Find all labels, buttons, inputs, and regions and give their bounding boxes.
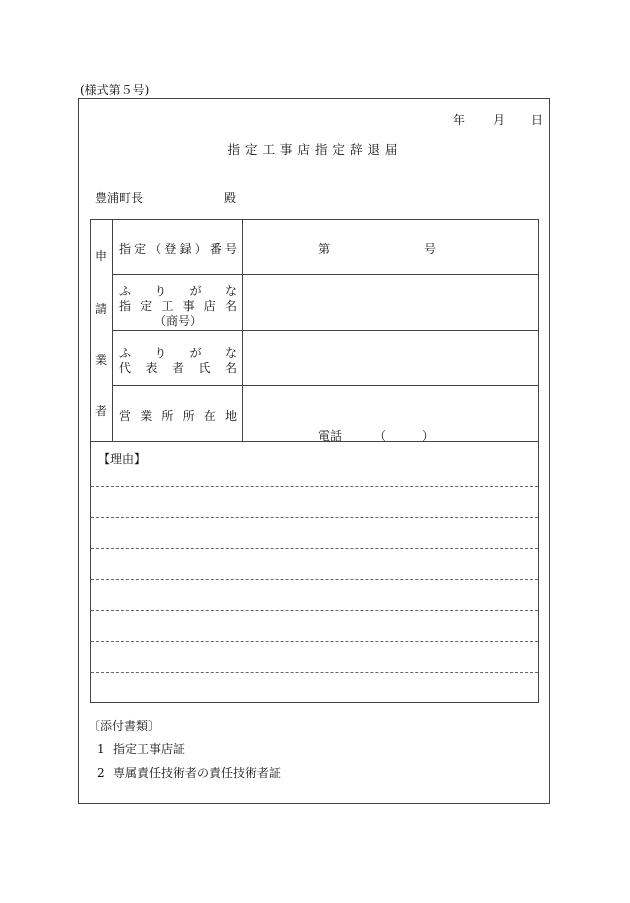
applicant-char-1: 申 [94,249,107,263]
reason-label: 【理由】 [98,452,147,466]
registration-prefix: 第 [318,242,331,256]
phone-area-paren: （ ） [374,429,439,443]
representative-furigana: ふ り が な [119,346,237,360]
date-year: 年 [453,113,466,127]
reason-line-6 [91,641,538,642]
store-name-label: 指 定 工 事 店 名 [119,299,237,313]
honorific: 殿 [224,191,237,205]
date-line [453,111,543,128]
row-line-4 [90,441,539,442]
applicant-char-4: 者 [94,404,107,418]
reason-line-4 [91,579,538,580]
attachment-item: 2 専属責任技術者の責任技術者証 [97,766,282,780]
store-name-furigana: ふ り が な [119,284,237,298]
attachments-label: 〔添付書類〕 [88,719,161,733]
row-line-1 [112,274,539,275]
row-line-3 [112,385,539,386]
reason-line-5 [91,610,538,611]
date-day: 日 [531,113,544,127]
office-label: 営 業 所 所 在 地 [119,409,237,423]
store-name-note: （商号） [153,314,202,328]
addressee: 豊浦町長 [95,191,144,205]
date-month: 月 [493,113,506,127]
reason-line-3 [91,548,538,549]
registration-label: 指 定 （ 登 録 ） 番 号 [119,242,237,256]
attachment-item: 1 指定工事店証 [97,742,186,756]
phone-label: 電話 [318,429,343,443]
registration-suffix: 号 [424,242,437,256]
reason-line-1 [91,486,538,487]
reason-line-2 [91,517,538,518]
reason-line-7 [91,672,538,673]
row-line-2 [112,330,539,331]
form-number-label: (様式第５号) [80,83,150,97]
form-title: 指定工事店指定辞退届 [227,142,403,157]
applicant-char-3: 業 [94,353,107,367]
representative-label: 代 表 者 氏 名 [119,361,237,375]
applicant-char-2: 請 [94,302,107,316]
